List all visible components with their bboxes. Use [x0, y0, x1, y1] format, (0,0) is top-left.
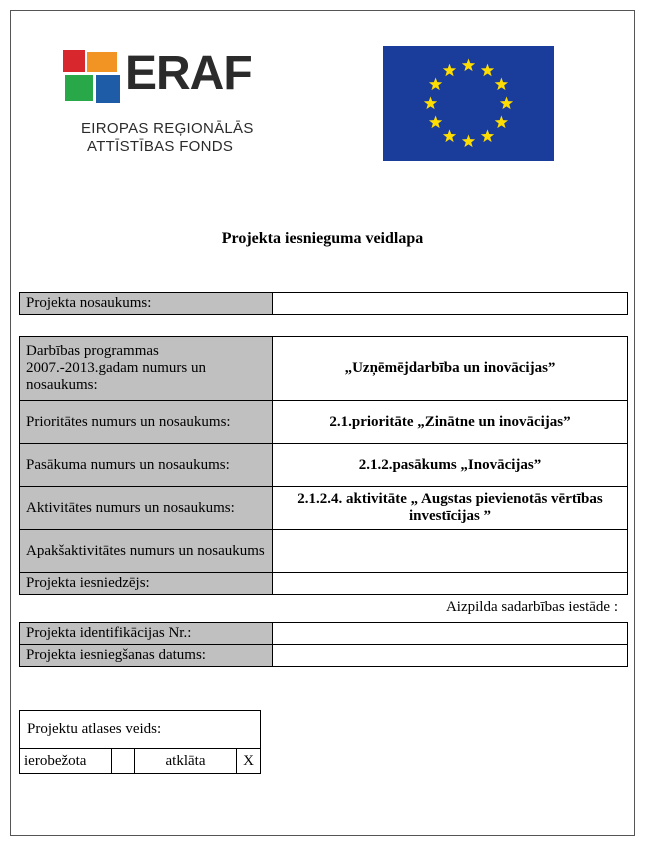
selection-type-table	[19, 710, 261, 774]
eraf-line-2: ATTĪSTĪBAS FONDS	[87, 138, 234, 155]
subactivity-label: Apakšaktivitātes numurs un nosaukums	[20, 530, 273, 573]
priority-label: Prioritātes numurs un nosaukums:	[20, 401, 273, 444]
priority-row	[20, 401, 628, 444]
option-open-label: atklāta	[135, 749, 237, 774]
project-name-row	[20, 293, 628, 315]
subactivity-field[interactable]	[273, 530, 628, 573]
eraf-wordmark: ERAF	[125, 47, 252, 100]
program-row	[20, 337, 628, 401]
applicant-field[interactable]	[273, 573, 628, 595]
project-name-label: Projekta nosaukums:	[20, 293, 273, 315]
document-title: Projekta iesnieguma veidlapa	[221, 230, 424, 247]
eraf-mosaic-red	[63, 50, 85, 72]
eraf-mosaic-blue	[96, 75, 120, 103]
applicant-row	[20, 573, 628, 595]
project-id-row	[20, 623, 628, 645]
agency-table	[19, 622, 628, 667]
option-restricted-checkbox[interactable]	[112, 749, 135, 774]
option-restricted-label: ierobežota	[20, 749, 112, 774]
project-id-field[interactable]	[273, 623, 628, 645]
program-label: Darbības programmas 2007.-2013.gadam numurs un nosaukums:	[20, 337, 273, 401]
eraf-logo	[55, 40, 285, 165]
eraf-mosaic-green	[65, 75, 93, 101]
eraf-mosaic-icon	[63, 50, 125, 106]
selection-heading: Projektu atlases veids:	[20, 711, 261, 749]
activity-row	[20, 487, 628, 530]
program-value: „Uzņēmējdarbība un inovācijas”	[273, 337, 628, 401]
option-open-checkbox[interactable]: X	[237, 749, 261, 774]
eu-flag-icon	[383, 46, 554, 161]
agency-note: Aizpilda sadarbības iestāde :	[445, 599, 618, 615]
submission-date-label: Projekta iesniegšanas datums:	[20, 645, 273, 667]
project-name-table	[19, 292, 628, 315]
selection-options-row	[20, 749, 261, 774]
submission-date-row	[20, 645, 628, 667]
eraf-mosaic-orange	[87, 52, 117, 72]
project-name-field[interactable]	[273, 293, 628, 315]
eraf-line-1: EIROPAS REĢIONĀLĀS	[81, 120, 254, 137]
project-id-label: Projekta identifikācijas Nr.:	[20, 623, 273, 645]
subactivity-row	[20, 530, 628, 573]
measure-value: 2.1.2.pasākums „Inovācijas”	[273, 444, 628, 487]
measure-row	[20, 444, 628, 487]
priority-value: 2.1.prioritāte „Zinātne un inovācijas”	[273, 401, 628, 444]
selection-heading-row	[20, 711, 261, 749]
activity-label: Aktivitātes numurs un nosaukums:	[20, 487, 273, 530]
applicant-label: Projekta iesniedzējs:	[20, 573, 273, 595]
submission-date-field[interactable]	[273, 645, 628, 667]
program-info-table	[19, 336, 628, 595]
measure-label: Pasākuma numurs un nosaukums:	[20, 444, 273, 487]
activity-value: 2.1.2.4. aktivitāte „ Augstas pievienotās vērtības investīcijas ”	[273, 487, 628, 530]
